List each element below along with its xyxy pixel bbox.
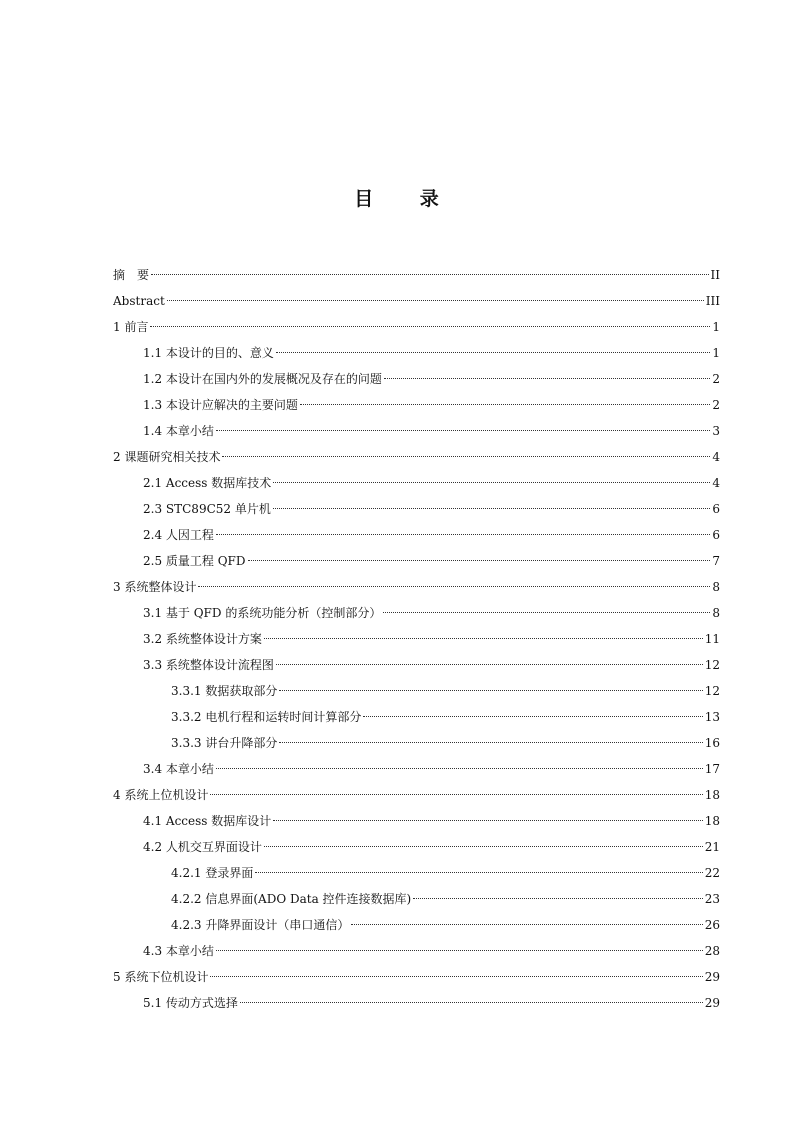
toc-entry[interactable]	[113, 444, 720, 470]
toc-leader-dots	[413, 886, 703, 899]
toc-entry[interactable]	[113, 912, 720, 938]
toc-entry-page: 8	[712, 580, 720, 594]
toc-entry-label: 3.4 本章小结	[143, 762, 214, 776]
toc-entry-label: 5.1 传动方式选择	[143, 996, 238, 1010]
toc-entry-page: 18	[704, 788, 720, 802]
toc-entry[interactable]	[113, 782, 720, 808]
toc-entry-label: 3.3.3 讲台升降部分	[171, 736, 278, 750]
toc-entry[interactable]	[113, 886, 720, 912]
toc-entry[interactable]	[113, 860, 720, 886]
toc-entry[interactable]	[113, 964, 720, 990]
toc-entry[interactable]	[113, 808, 720, 834]
toc-entry-page: 26	[704, 918, 720, 932]
toc-entry-label: 2.1 Access 数据库技术	[143, 476, 272, 490]
toc-entry[interactable]	[113, 600, 720, 626]
toc-entry[interactable]	[113, 262, 720, 288]
table-of-contents	[113, 262, 720, 1016]
toc-leader-dots	[216, 418, 710, 431]
toc-entry[interactable]	[113, 574, 720, 600]
toc-entry-label: 5 系统下位机设计	[113, 970, 209, 984]
toc-entry[interactable]	[113, 392, 720, 418]
toc-entry-page: 4	[712, 450, 720, 464]
toc-entry-page: 23	[704, 892, 720, 906]
toc-entry-label: 1.4 本章小结	[143, 424, 214, 438]
toc-entry[interactable]	[113, 496, 720, 522]
toc-entry-label: 2 课题研究相关技术	[113, 450, 221, 464]
toc-entry-label: 3 系统整体设计	[113, 580, 197, 594]
toc-entry-label: 2.4 人因工程	[143, 528, 214, 542]
toc-leader-dots	[384, 366, 710, 379]
toc-entry[interactable]	[113, 756, 720, 782]
toc-entry-label: 4.2.2 信息界面(ADO Data 控件连接数据库)	[171, 892, 412, 906]
toc-entry-label: 1.2 本设计在国内外的发展概况及存在的问题	[143, 372, 382, 386]
toc-leader-dots	[255, 860, 702, 873]
toc-entry-label: 3.1 基于 QFD 的系统功能分析（控制部分）	[143, 606, 382, 620]
toc-entry[interactable]	[113, 678, 720, 704]
toc-entry-page: 2	[712, 398, 720, 412]
toc-entry-page: 2	[712, 372, 720, 386]
toc-entry-page: 21	[704, 840, 720, 854]
toc-entry-page: 3	[712, 424, 720, 438]
toc-entry-label: 2.5 质量工程 QFD	[143, 554, 246, 568]
toc-leader-dots	[383, 600, 710, 613]
toc-entry-page: 4	[712, 476, 720, 490]
toc-leader-dots	[273, 808, 702, 821]
toc-leader-dots	[167, 288, 704, 301]
toc-entry-label: 2.3 STC89C52 单片机	[143, 502, 271, 516]
toc-entry-label: 4.1 Access 数据库设计	[143, 814, 272, 828]
toc-leader-dots	[276, 652, 703, 665]
toc-entry-page: 7	[712, 554, 720, 568]
toc-entry-label: 4 系统上位机设计	[113, 788, 209, 802]
toc-leader-dots	[216, 522, 710, 535]
toc-entry[interactable]	[113, 990, 720, 1016]
toc-entry-label: 3.3.1 数据获取部分	[171, 684, 278, 698]
toc-leader-dots	[363, 704, 702, 717]
toc-leader-dots	[216, 938, 703, 951]
toc-leader-dots	[300, 392, 710, 405]
toc-leader-dots	[210, 964, 702, 977]
toc-entry-page: 12	[704, 684, 720, 698]
toc-entry-label: 4.2.1 登录界面	[171, 866, 254, 880]
toc-entry-label: 4.3 本章小结	[143, 944, 214, 958]
toc-entry-page: III	[705, 294, 720, 308]
toc-entry[interactable]	[113, 652, 720, 678]
toc-entry-page: 1	[712, 346, 720, 360]
toc-leader-dots	[151, 262, 709, 275]
toc-entry-page: 28	[704, 944, 720, 958]
toc-entry[interactable]	[113, 470, 720, 496]
toc-entry-page: 12	[704, 658, 720, 672]
toc-leader-dots	[279, 678, 702, 691]
toc-entry-label: 3.2 系统整体设计方案	[143, 632, 262, 646]
toc-entry-label: 3.3.2 电机行程和运转时间计算部分	[171, 710, 362, 724]
page-title: 目 录	[354, 188, 459, 210]
toc-entry-page: 11	[704, 632, 720, 646]
toc-entry[interactable]	[113, 548, 720, 574]
toc-entry-page: 13	[704, 710, 720, 724]
toc-entry-label: 1.3 本设计应解决的主要问题	[143, 398, 298, 412]
toc-entry[interactable]	[113, 834, 720, 860]
toc-leader-dots	[150, 314, 710, 327]
toc-entry-label: 摘 要	[113, 268, 150, 282]
toc-entry[interactable]	[113, 522, 720, 548]
toc-entry[interactable]	[113, 730, 720, 756]
toc-leader-dots	[273, 470, 710, 483]
toc-leader-dots	[240, 990, 703, 1003]
toc-entry-page: 16	[704, 736, 720, 750]
toc-entry-page: 6	[712, 528, 720, 542]
toc-entry-label: 4.2 人机交互界面设计	[143, 840, 262, 854]
toc-leader-dots	[264, 834, 703, 847]
toc-entry-page: 6	[712, 502, 720, 516]
toc-leader-dots	[222, 444, 710, 457]
toc-leader-dots	[273, 496, 711, 509]
toc-leader-dots	[276, 340, 710, 353]
toc-entry[interactable]	[113, 340, 720, 366]
toc-entry[interactable]	[113, 704, 720, 730]
toc-leader-dots	[216, 756, 703, 769]
toc-entry-label: 1.1 本设计的目的、意义	[143, 346, 274, 360]
toc-entry[interactable]	[113, 288, 720, 314]
toc-entry-label: 3.3 系统整体设计流程图	[143, 658, 274, 672]
toc-entry-page: 1	[712, 320, 720, 334]
toc-entry[interactable]	[113, 366, 720, 392]
toc-entry-label: 4.2.3 升降界面设计（串口通信）	[171, 918, 350, 932]
toc-leader-dots	[279, 730, 702, 743]
toc-leader-dots	[264, 626, 703, 639]
toc-entry[interactable]	[113, 938, 720, 964]
toc-entry[interactable]	[113, 418, 720, 444]
toc-entry-page: II	[710, 268, 720, 282]
toc-entry-page: 29	[704, 996, 720, 1010]
toc-entry-page: 29	[704, 970, 720, 984]
toc-entry-page: 22	[704, 866, 720, 880]
toc-leader-dots	[198, 574, 710, 587]
toc-entry[interactable]	[113, 314, 720, 340]
toc-entry[interactable]	[113, 626, 720, 652]
toc-leader-dots	[351, 912, 702, 925]
toc-entry-label: 1 前言	[113, 320, 149, 334]
toc-entry-page: 8	[712, 606, 720, 620]
toc-entry-label: Abstract	[113, 294, 165, 308]
toc-leader-dots	[210, 782, 702, 795]
toc-leader-dots	[248, 548, 711, 561]
toc-entry-page: 18	[704, 814, 720, 828]
toc-entry-page: 17	[704, 762, 720, 776]
